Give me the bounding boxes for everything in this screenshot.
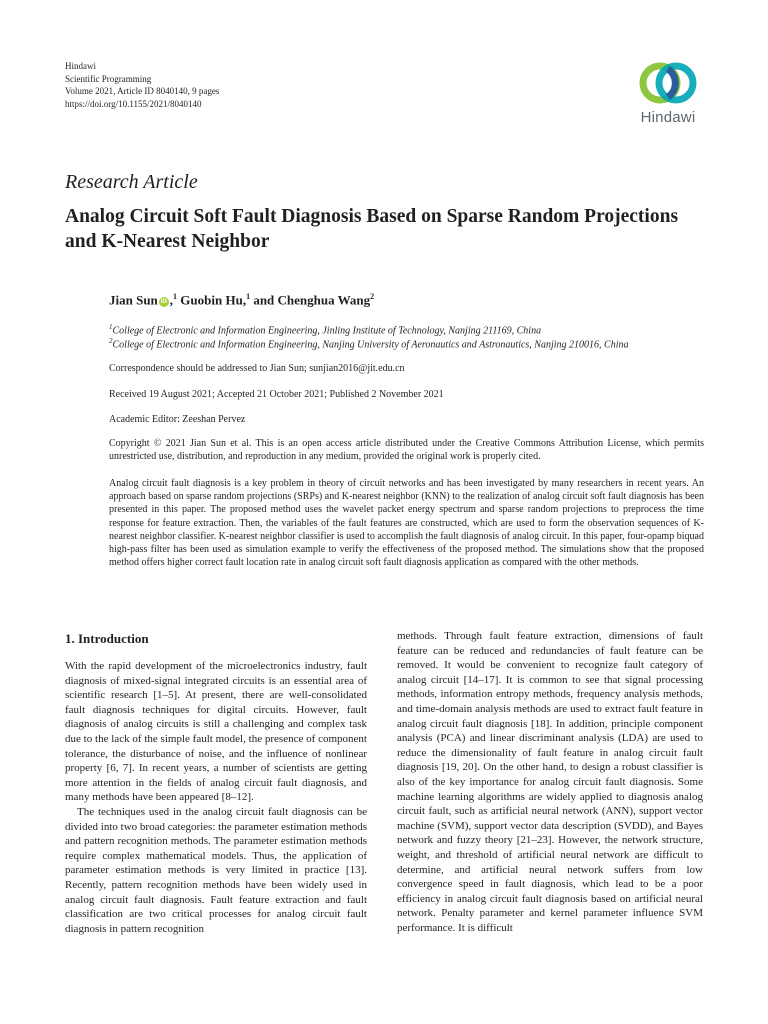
author-separator: and — [253, 292, 275, 308]
section-heading: 1. Introduction — [65, 631, 149, 646]
journal-meta — [65, 60, 219, 110]
journal-name: Scientific Programming — [65, 73, 152, 84]
article-type: Research Article — [65, 171, 198, 193]
affiliation-text: College of Electronic and Information Engineering, Nanjing University of Aeronautics and Astronautics, Nanjing 210016, China — [112, 339, 629, 351]
author-name: Jian Sun — [109, 292, 158, 308]
hindawi-logo-icon — [637, 58, 699, 108]
body-paragraph: With the rapid development of the microelectronics industry, fault diagnosis of mixed-signal integrated circuits is an essential area of scientific research [1–5]. At present, there are well-consolidated fault diagnosis techniques for digital circuits. However, fault diagnosis of analog circuits is still a challenging and complex task due to the lack of the simple fault model, the presence of component tolerance, the disturbance of noise, and the influence of nonlinear property [6, 7]. In recent years, a number of scientists are getting more attention in the fields of analog circuit fault diagnosis, and many methods have been appeared [8–12]. — [65, 660, 367, 804]
volume-line: Volume 2021, Article ID 8040140, 9 pages — [65, 86, 220, 97]
body-column-left — [65, 659, 367, 936]
author-affiliation-mark: 2 — [370, 292, 375, 301]
affiliation-number: 2 — [109, 337, 113, 345]
affiliation-number: 1 — [109, 323, 113, 331]
author-list: Jian Sun iD ,$^1$ Guobin Hu,$^1$ and Chenghua Wang$^2$ — [109, 292, 375, 308]
author-name: Guobin Hu — [180, 292, 243, 308]
copyright-notice: Copyright © 2021 Jian Sun et al. This is an open access article distributed under the Creative Commons Attribution License, which permits unrestricted use, distribution, and reproduction in any medium, provided the original work is properly cited. — [109, 438, 704, 463]
body-paragraph: The techniques used in the analog circuit fault diagnosis can be divided into two broad categories: the parameter estimation methods and pattern recognition methods. The parameter estimation methods require complex mathematical models. Thus, the application of parameter estimation methods is very limited in practice [13]. Recently, pattern recognition methods have been widely used in analog circuit fault diagnosis. Fault feature extraction and fault classification are two critical processes for analog circuit fault diagnosis in pattern recognition — [65, 805, 367, 935]
correspondence: Correspondence should be addressed to Jian Sun; sunjian2016@jit.edu.cn — [109, 363, 405, 374]
affiliation — [109, 337, 629, 350]
body-paragraph: methods. Through fault feature extraction, dimensions of fault feature can be reduced and redundancies of fault feature can be removed. It would be convenient to recognize fault category of analog circuit [14–17]. It is common to see that signal processing methods, information entropy methods, frequency analysis methods, and time-domain analysis methods are used to extract fault feature in analog circuit fault diagnosis [18]. In addition, principle component analysis (PCA) and linear discriminant analysis (LDA) are used to reduce the dimensionality of fault feature in analog circuit fault diagnosis [19, 20]. On the other hand, to design a robust classifier is also of the key importance for analog circuit fault diagnosis. Some machine learning algorithms are widely applied to diagnosis analog circuit fault, such as artificial neural network (ANN), support vector machine (SVM), support vector data description (SVDD), and Bayes network and fuzzy theory [21–23]. However, the network structure, weight, and threshold of artificial neural network are difficult to determine, and artificial neural network suffers from low convergence speed in fault diagnosis, which lead to be a poor efficiency in analog circuit fault diagnosis based on artificial neural network. Penalty parameter and kernel parameter influence SVM performance. It is difficult — [397, 630, 703, 934]
doi-link[interactable]: https://doi.org/10.1155/2021/8040140 — [65, 98, 202, 109]
body-column-right — [397, 629, 703, 935]
hindawi-logo[interactable] — [628, 58, 708, 136]
author-affiliation-mark: 1 — [173, 292, 178, 301]
abstract: Analog circuit fault diagnosis is a key problem in theory of circuit networks and has been investigated by many researchers in recent years. An approach based on sparse random projections (SRPs) and K-nearest neighbor (KNN) to the realization of analog circuit soft fault diagnosis has been presented in this paper. The proposed method uses the wavelet packet energy spectrum and sparse random projections to preprocess the time response for feature extraction. Then, the variables of the fault features are constructed, which are used to form the observation sequences of K-nearest neighbor classifier. K-nearest neighbor classifier is used to accomplish the fault diagnosis of analog circuit. In this paper, four-opamp biquad high-pass filter has been used as simulation example to verify the effectiveness of the proposed method. The simulations show that the proposed method offers higher correct fault location rate in analog circuit soft fault diagnosis application as compared with the other methods. — [109, 478, 704, 569]
affiliation-text: College of Electronic and Information Engineering, Jinling Institute of Technology, Nanjing 211169, China — [112, 325, 542, 337]
publication-dates: Received 19 August 2021; Accepted 21 October 2021; Published 2 November 2021 — [109, 389, 444, 400]
paper-title: Analog Circuit Soft Fault Diagnosis Based on Sparse Random Projections and K-Nearest Neighbor — [65, 206, 679, 252]
author-name: Chenghua Wang — [277, 292, 371, 308]
logo-wordmark: Hindawi — [640, 109, 696, 126]
academic-editor: Academic Editor: Zeeshan Pervez — [109, 414, 246, 425]
author-affiliation-mark: 1 — [246, 292, 251, 301]
orcid-icon[interactable]: iD — [160, 298, 168, 306]
affiliation — [109, 323, 541, 336]
publisher-name: Hindawi — [65, 61, 96, 71]
